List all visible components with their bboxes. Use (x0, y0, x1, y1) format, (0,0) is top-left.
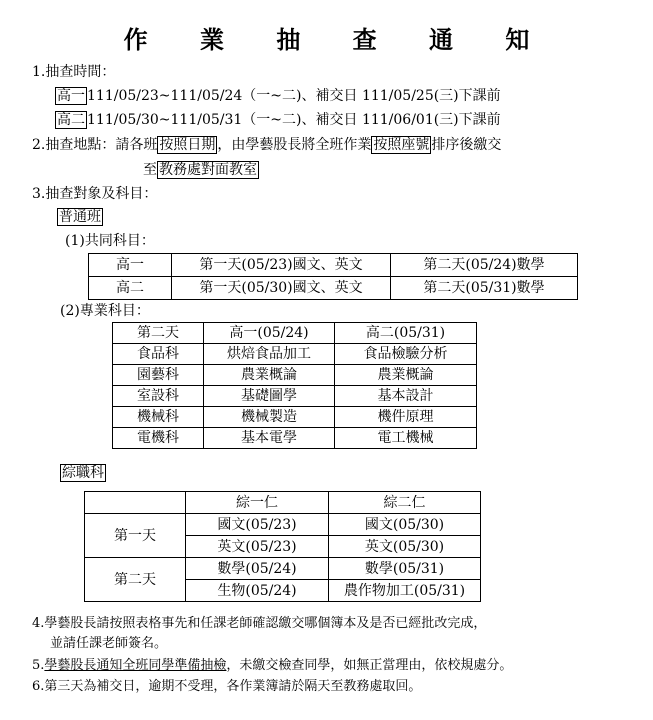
table-cell: 農作物加工(05/31) (329, 580, 481, 602)
item4-line2: 並請任課老師簽名。 (50, 636, 168, 651)
table-cell: 園藝科 (113, 365, 204, 386)
item5-prefix: 5. (32, 658, 45, 673)
table-cell: 數學(05/31) (329, 558, 481, 580)
table-cell: 烘焙食品加工 (204, 344, 335, 365)
item5-suffix: ，未繳交檢查同學，如無正當理由，依校規處分。 (226, 658, 513, 673)
table-cell: 電工機械 (335, 428, 477, 449)
table-cell: 食品科 (113, 344, 204, 365)
table-cell: 生物(05/24) (186, 580, 329, 602)
table-header-row (113, 323, 477, 344)
table-cell: 第二天(05/31)數學 (391, 277, 578, 300)
table-cell: 機件原理 (335, 407, 477, 428)
item2-line1 (32, 135, 501, 155)
table-cell: 英文(05/30) (329, 536, 481, 558)
table-row (85, 514, 481, 536)
comprehensive-class-label (60, 463, 106, 483)
regular-class-box: 普通班 (59, 209, 101, 225)
item1-grade1-line (55, 86, 501, 106)
by-seat-box: 按照座號 (373, 137, 430, 153)
comprehensive-subjects-table (84, 491, 481, 602)
table-row (89, 254, 578, 277)
grade1-schedule: 111/05/23~111/05/24（一~二)、補交日 111/05/25(三)下課前 (87, 88, 501, 104)
grade2-label: 高二 (57, 112, 85, 128)
table-cell: 食品檢驗分析 (335, 344, 477, 365)
item2-suffix: 排序後繳交 (431, 137, 502, 153)
item2-prefix: 2.抽查地點：請各班 (32, 137, 158, 153)
table-row (89, 277, 578, 300)
grade2-schedule: 111/05/30~111/05/31（一~二)、補交日 111/06/01(三)下課前 (87, 112, 501, 128)
common-subjects-heading: (1)共同科目： (65, 233, 155, 249)
item6-line: 6.第三天為補交日，逾期不受理，各作業簿請於隔天至教務處取回。 (32, 679, 422, 694)
table-cell: 基本電學 (204, 428, 335, 449)
item1-heading: 1.抽查時間： (32, 64, 116, 80)
table-row (113, 407, 477, 428)
table-row (85, 558, 481, 580)
day-label-cell: 第二天 (85, 558, 186, 602)
table-cell: 農業概論 (335, 365, 477, 386)
table-cell: 高二 (89, 277, 172, 300)
table-header-cell: 綜二仁 (329, 492, 481, 514)
table-cell: 英文(05/23) (186, 536, 329, 558)
table-cell: 第一天(05/23)國文、英文 (172, 254, 391, 277)
common-subjects-table (88, 253, 578, 300)
table-header-row (85, 492, 481, 514)
item1-grade2-line (55, 110, 501, 130)
comprehensive-class-box: 綜職科 (62, 465, 104, 481)
table-header-cell: 高二(05/31) (335, 323, 477, 344)
table-cell: 第一天(05/30)國文、英文 (172, 277, 391, 300)
regular-class-label (57, 207, 103, 227)
table-row (113, 428, 477, 449)
item2-line2-prefix: 至 (143, 162, 157, 178)
table-cell: 高一 (89, 254, 172, 277)
grade1-label: 高一 (57, 88, 85, 104)
major-subjects-table (112, 322, 477, 449)
page-title: 作 業 抽 查 通 知 (123, 25, 552, 54)
table-cell: 國文(05/23) (186, 514, 329, 536)
table-row (113, 344, 477, 365)
day-label-cell: 第一天 (85, 514, 186, 558)
item3-heading: 3.抽查對象及科目： (32, 186, 158, 202)
item4-line1: 4.學藝股長請按照表格事先和任課老師確認繳交哪個簿本及是否已經批改完成， (32, 616, 487, 631)
table-cell: 數學(05/24) (186, 558, 329, 580)
table-row (113, 386, 477, 407)
table-row (113, 365, 477, 386)
table-header-cell: 第二天 (113, 323, 204, 344)
table-cell: 基本設計 (335, 386, 477, 407)
item5-underlined: 學藝股長通知全班同學準備抽檢 (44, 658, 227, 673)
table-header-cell: 高一(05/24) (204, 323, 335, 344)
item2-line2 (143, 160, 259, 180)
table-header-cell: 綜一仁 (186, 492, 329, 514)
item2-mid: ，由學藝股長將全班作業 (217, 137, 372, 153)
table-cell: 國文(05/30) (329, 514, 481, 536)
by-date-box: 按照日期 (159, 137, 216, 153)
major-subjects-heading: (2)專業科目： (60, 303, 150, 319)
table-cell: 室設科 (113, 386, 204, 407)
table-cell: 機械科 (113, 407, 204, 428)
table-cell: 機械製造 (204, 407, 335, 428)
table-cell: 電機科 (113, 428, 204, 449)
table-cell: 第二天(05/24)數學 (391, 254, 578, 277)
table-corner-cell (85, 492, 186, 514)
location-box: 教務處對面教室 (159, 162, 257, 178)
table-cell: 農業概論 (204, 365, 335, 386)
table-cell: 基礎圖學 (204, 386, 335, 407)
item5-line (32, 656, 512, 676)
